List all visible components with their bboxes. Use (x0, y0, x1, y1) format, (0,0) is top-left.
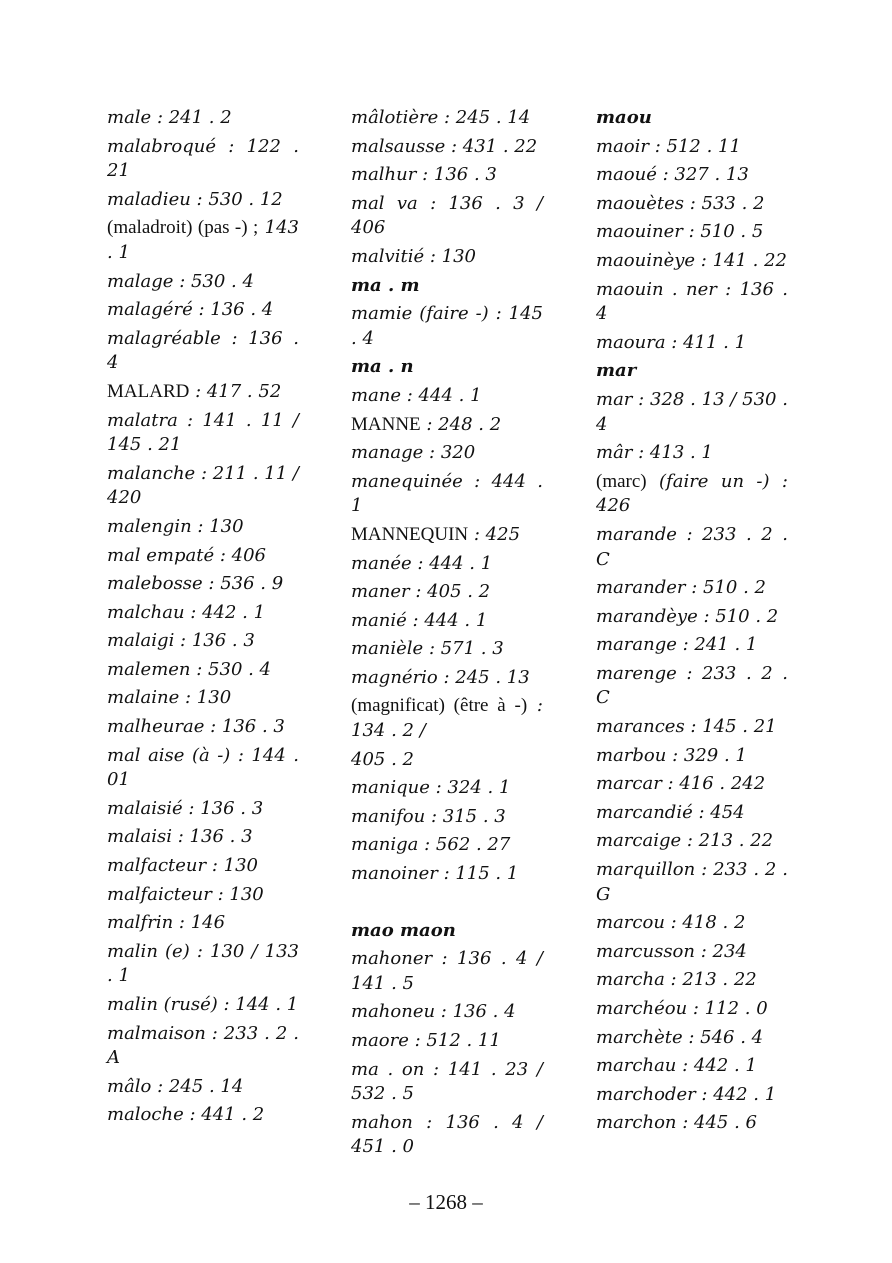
entry-headword: mal empaté (107, 544, 215, 566)
dictionary-entry (107, 188, 299, 213)
dictionary-entry (596, 135, 788, 160)
entry-headword: marchau (596, 1055, 677, 1077)
entry-headword: magnério (351, 666, 438, 688)
dictionary-entry (351, 1000, 543, 1025)
entry-reference: : 136 . 4 (192, 299, 274, 321)
entry-headword: manièle (351, 638, 424, 660)
entry-reference: : 136 . 3 (172, 826, 253, 848)
entry-reference: : 130 (211, 883, 264, 905)
dictionary-entry (596, 662, 788, 711)
dictionary-entry (107, 940, 299, 989)
dictionary-entry (107, 298, 299, 323)
entry-headword: marcou (596, 912, 665, 934)
dictionary-entry (107, 797, 299, 822)
entry-headword: malagréable (107, 327, 221, 349)
entry-reference: : 416 . 242 (661, 773, 766, 795)
entry-headword: malaisié (107, 797, 183, 819)
entry-reference: : 445 . 6 (676, 1112, 757, 1134)
entry-reference: : 530 . 12 (190, 188, 283, 210)
entry-reference: : 245 . 13 (437, 666, 530, 688)
dictionary-entry (596, 1026, 788, 1051)
entry-headword: MANNE (351, 413, 421, 435)
dictionary-entry (596, 1111, 788, 1136)
dictionary-entry (596, 388, 788, 437)
dictionary-entry (107, 629, 299, 654)
entry-headword: malfacteur (107, 855, 207, 877)
entry-reference: : 145 . 4 (351, 303, 543, 349)
entry-headword: maoura (596, 331, 666, 353)
entry-reference: : 233 . 2 . A (107, 1022, 299, 1069)
entry-reference: : 136 . 3 (174, 630, 255, 652)
entry-headword: malhur (351, 164, 417, 186)
entry-reference: : 442 . 1 (695, 1083, 777, 1105)
dictionary-entry (351, 470, 543, 519)
dictionary-entry (107, 572, 299, 597)
entry-reference: : 136 . 4 (596, 278, 789, 325)
entry-reference: : 406 (214, 544, 267, 566)
entry-reference: : 134 . 2 / (351, 695, 543, 742)
dictionary-entry (596, 278, 788, 327)
dictionary-entry (107, 658, 299, 683)
dictionary-entry (351, 552, 543, 577)
entry-headword: malaigi (107, 630, 175, 652)
section-heading: maou (596, 107, 652, 128)
entry-headword: malsausse (351, 135, 446, 157)
dictionary-entry (596, 911, 788, 936)
entry-headword: malemen (107, 658, 191, 680)
entry-headword: malfaicteur (107, 883, 212, 905)
entry-headword: ma . on (351, 1058, 425, 1080)
dictionary-entry (351, 580, 543, 605)
entry-reference: : 136 . 4 / 141 . 5 (351, 948, 543, 994)
entry-reference: : 241 . 2 (151, 107, 232, 128)
entry-reference: : 233 . 2 . C (596, 523, 788, 570)
dictionary-entry (107, 1075, 299, 1100)
dictionary-entry (596, 470, 788, 519)
entry-headword: maouiner (596, 221, 683, 243)
dictionary-entry (107, 744, 299, 793)
entry-reference: : 130 (206, 855, 258, 877)
dictionary-entry (351, 776, 543, 801)
entry-headword: mal aise (à -) (107, 744, 231, 766)
dictionary-entry (351, 135, 543, 160)
dictionary-entry (351, 1058, 543, 1107)
dictionary-entry (107, 409, 299, 458)
dictionary-entry (107, 544, 299, 569)
entry-headword: MALARD (107, 380, 190, 402)
entry-reference: : 444 . 1 (411, 552, 493, 574)
dictionary-entry (596, 163, 788, 188)
entry-reference: : 510 . 5 (682, 221, 764, 243)
dictionary-entry (596, 744, 788, 769)
section-heading: mar (596, 360, 637, 382)
entry-headword: marchète (596, 1026, 683, 1048)
dictionary-entry (351, 862, 543, 887)
entry-reference: (faire un -) : 426 (596, 470, 788, 517)
entry-headword: marcusson (596, 940, 695, 962)
entry-reference: : 245 . 14 (151, 1075, 244, 1097)
entry-headword: maouinèye (596, 249, 696, 271)
entry-reference: : 241 . 1 (676, 634, 758, 656)
entry-headword: mâr (596, 442, 633, 464)
entry-headword: marcha (596, 969, 665, 991)
entry-headword: malatra (107, 409, 178, 431)
dictionary-entry (107, 911, 299, 936)
dictionary-entry (351, 384, 543, 409)
dictionary-entry (351, 245, 543, 270)
entry-headword: (magnificat) (être à -) (351, 695, 528, 717)
entry-headword: marquillon (596, 859, 696, 881)
entry-headword: manoiner (351, 863, 438, 885)
dictionary-entry (596, 801, 788, 826)
entry-reference: : 441 . 2 (183, 1104, 265, 1126)
entry-reference: : 431 . 22 (445, 135, 538, 157)
dictionary-entry (351, 748, 543, 773)
entry-reference: : 405 . 2 (409, 581, 491, 603)
entry-headword: malage (107, 270, 174, 292)
dictionary-entry (351, 192, 543, 241)
entry-headword: marange (596, 634, 677, 656)
dictionary-entry (596, 968, 788, 993)
entry-headword: marenge (596, 662, 677, 684)
entry-headword: (marc) (596, 470, 647, 492)
entry-reference: : 136 . 4 (435, 1001, 516, 1023)
entry-reference: : 512 . 11 (408, 1030, 501, 1051)
entry-headword: manage (351, 442, 424, 464)
dictionary-entry (596, 331, 788, 356)
entry-headword: malvitié (351, 245, 425, 267)
dictionary-entry (351, 523, 543, 548)
entry-headword: mahoneu (351, 1001, 436, 1023)
entry-headword: marances (596, 716, 685, 738)
entry-reference: 143 . 1 (107, 217, 299, 263)
entry-reference: : 417 . 52 (189, 380, 282, 402)
entry-reference: : 442 . 1 (676, 1055, 757, 1077)
entry-reference: : 442 . 1 (184, 601, 266, 623)
dictionary-entry (596, 997, 788, 1022)
entry-reference: : 234 (694, 940, 747, 962)
entry-headword: marande (596, 523, 677, 545)
dictionary-entry (107, 270, 299, 295)
entry-reference: : 320 (423, 442, 476, 464)
entry-reference: : 328 . 13 / 530 . 4 (596, 388, 788, 435)
entry-reference: : 512 . 11 (649, 135, 741, 157)
column-3 (596, 106, 788, 1140)
entry-reference: : 122 . 21 (107, 135, 299, 182)
entry-headword: marcaige (596, 830, 682, 852)
entry-headword: malchau (107, 601, 185, 623)
entry-reference: : 315 . 3 (425, 805, 506, 827)
dictionary-entry (351, 694, 543, 743)
entry-headword: marcandié (596, 801, 693, 823)
dictionary-entry (107, 462, 299, 511)
entry-headword: maore (351, 1030, 409, 1051)
entry-reference: : 136 . 3 (204, 716, 285, 738)
entry-reference: : 144 . 01 (107, 744, 299, 791)
entry-headword: mal va (351, 192, 418, 214)
entry-reference: : 146 (173, 912, 226, 934)
entry-headword: manié (351, 609, 407, 631)
entry-reference: : 136 . 4 / 451 . 0 (351, 1111, 543, 1158)
dictionary-entry (351, 302, 543, 351)
entry-headword: marchoder (596, 1083, 696, 1105)
dictionary-entry (596, 858, 788, 907)
entry-reference: : 425 (468, 523, 521, 545)
entry-headword: mâlotière (351, 107, 439, 128)
entry-reference: : 324 . 1 (429, 777, 511, 799)
entry-headword: malin (rusé) (107, 994, 218, 1015)
entry-reference: : 510 . 2 (685, 577, 766, 599)
entry-reference: : 530 . 4 (173, 270, 254, 292)
section-heading: ma . n (351, 356, 414, 378)
dictionary-entry (596, 1083, 788, 1108)
entry-reference: 405 . 2 (351, 748, 414, 770)
entry-headword: manique (351, 777, 430, 799)
entry-headword: (maladroit) (pas -) ; (107, 217, 259, 239)
entry-reference: : 444 . 1 (351, 470, 543, 517)
entry-headword: malabroqué (107, 135, 217, 157)
dictionary-entry (596, 633, 788, 658)
entry-headword: maniga (351, 834, 419, 856)
entry-reference: : 136 . 3 (416, 164, 497, 186)
dictionary-entry (107, 380, 299, 405)
entry-reference: : 444 . 1 (401, 384, 482, 406)
entry-headword: mar (596, 388, 633, 410)
entry-reference: : 562 . 27 (418, 834, 511, 856)
entry-headword: marchéou (596, 998, 688, 1019)
entry-headword: maladieu (107, 188, 191, 210)
entry-headword: maouin . ner (596, 278, 717, 300)
entry-headword: maoir (596, 135, 649, 157)
dictionary-entry (596, 220, 788, 245)
dictionary-entry (351, 637, 543, 662)
entry-headword: malmaison (107, 1022, 206, 1044)
entry-headword: maloche (107, 1104, 184, 1126)
entry-reference: : 136 . 3 / 406 (351, 192, 543, 239)
entry-reference: : 248 . 2 (420, 413, 502, 435)
dictionary-entry (351, 163, 543, 188)
entry-headword: malanche (107, 462, 196, 484)
entry-reference: : 411 . 1 (665, 331, 747, 353)
entry-headword: mahon (351, 1111, 413, 1133)
entry-headword: MANNEQUIN (351, 523, 469, 545)
entry-headword: marandèye (596, 605, 698, 627)
entry-reference: : 141 . 23 / 532 . 5 (351, 1058, 543, 1105)
entry-headword: malagéré (107, 299, 193, 321)
entry-headword: male (107, 107, 152, 128)
dictionary-entry (107, 601, 299, 626)
section-gap (351, 891, 543, 919)
entry-reference: : 233 . 2 . G (596, 859, 788, 905)
entry-headword: malebosse (107, 573, 203, 595)
entry-reference: : 510 . 2 (697, 605, 779, 627)
dictionary-entry (107, 327, 299, 376)
dictionary-entry (107, 825, 299, 850)
entry-reference: : 211 . 11 / 420 (107, 462, 299, 509)
section-heading: ma . m (351, 274, 420, 296)
dictionary-entry (596, 605, 788, 630)
section-heading: mao maon (351, 919, 456, 941)
dictionary-entry (596, 940, 788, 965)
entry-reference: : 115 . 1 (437, 863, 519, 885)
dictionary-entry (596, 249, 788, 274)
column-1 (107, 106, 299, 1132)
dictionary-entry (596, 576, 788, 601)
dictionary-entry (107, 854, 299, 879)
entry-reference: : 130 / 133 . 1 (107, 940, 299, 987)
entry-reference: : 536 . 9 (202, 573, 284, 595)
entry-headword: manifou (351, 805, 426, 827)
dictionary-entry (351, 805, 543, 830)
entry-reference: : 213 . 22 (664, 969, 757, 991)
entry-reference: : 130 (191, 515, 244, 537)
dictionary-entry (351, 106, 543, 131)
dictionary-entry (351, 441, 543, 466)
entry-reference: : 144 . 1 (217, 994, 299, 1015)
entry-reference: : 530 . 4 (190, 658, 272, 680)
dictionary-entry (107, 1022, 299, 1071)
page-number: – 1268 – (409, 1190, 483, 1214)
entry-headword: malaisi (107, 826, 173, 848)
dictionary-entry (596, 715, 788, 740)
entry-headword: marchon (596, 1112, 677, 1134)
entry-reference: : 145 . 21 (684, 716, 777, 738)
entry-reference: : 130 (424, 245, 476, 267)
dictionary-entry (351, 1029, 543, 1054)
entry-headword: mâlo (107, 1075, 152, 1097)
dictionary-entry (596, 192, 788, 217)
dictionary-entry (107, 1103, 299, 1128)
entry-headword: marander (596, 577, 686, 599)
entry-headword: mane (351, 384, 402, 406)
entry-headword: malheurae (107, 716, 205, 738)
entry-reference: : 136 . 3 (182, 797, 264, 819)
dictionary-entry (351, 947, 543, 996)
entry-reference: : 413 . 1 (632, 442, 713, 464)
entry-headword: mamie (faire -) (351, 303, 489, 325)
entry-headword: marbou (596, 744, 667, 766)
dictionary-entry (351, 1111, 543, 1160)
dictionary-entry (107, 515, 299, 540)
entry-reference: : 141 . 22 (695, 249, 787, 271)
entry-reference: : 245 . 14 (438, 107, 531, 128)
dictionary-entry (107, 135, 299, 184)
entry-reference: : 112 . 0 (687, 998, 768, 1019)
dictionary-entry (596, 523, 788, 572)
entry-headword: maner (351, 581, 410, 603)
entry-headword: maoué (596, 164, 657, 186)
entry-reference: : 327 . 13 (656, 164, 749, 186)
entry-reference: : 233 . 2 . C (596, 662, 788, 709)
dictionary-entry (596, 829, 788, 854)
dictionary-entry (596, 1054, 788, 1079)
entry-reference: : 136 . 4 (107, 327, 299, 374)
entry-headword: malaine (107, 687, 180, 709)
entry-reference: : 444 . 1 (406, 609, 488, 631)
dictionary-entry (107, 715, 299, 740)
dictionary-entry (107, 686, 299, 711)
entry-headword: manée (351, 552, 412, 574)
entry-headword: malengin (107, 515, 192, 537)
dictionary-entry (107, 993, 299, 1018)
entry-reference: : 130 (179, 687, 232, 709)
entry-headword: mahoner (351, 948, 433, 970)
entry-reference: : 329 . 1 (666, 744, 747, 766)
dictionary-entry (596, 772, 788, 797)
dictionary-entry (351, 413, 543, 438)
dictionary-entry (596, 441, 788, 466)
entry-headword: marcar (596, 773, 662, 795)
dictionary-entry (351, 609, 543, 634)
entry-reference: : 418 . 2 (664, 912, 746, 934)
entry-headword: malin (e) (107, 940, 190, 962)
dictionary-entry (351, 666, 543, 691)
entry-headword: malfrin (107, 912, 174, 934)
entry-reference: : 533 . 2 (684, 192, 765, 214)
entry-headword: manequinée (351, 470, 463, 492)
entry-reference: : 141 . 11 / 145 . 21 (107, 409, 299, 456)
entry-reference: : 454 (692, 801, 745, 823)
entry-reference: : 546 . 4 (682, 1026, 764, 1048)
dictionary-entry (107, 216, 299, 265)
entry-headword: maouètes (596, 192, 685, 214)
dictionary-entry (107, 883, 299, 908)
column-2 (351, 106, 543, 1164)
entry-reference: : 571 . 3 (423, 638, 504, 660)
entry-reference: : 213 . 22 (681, 830, 774, 852)
dictionary-entry (351, 833, 543, 858)
dictionary-entry (107, 106, 299, 131)
